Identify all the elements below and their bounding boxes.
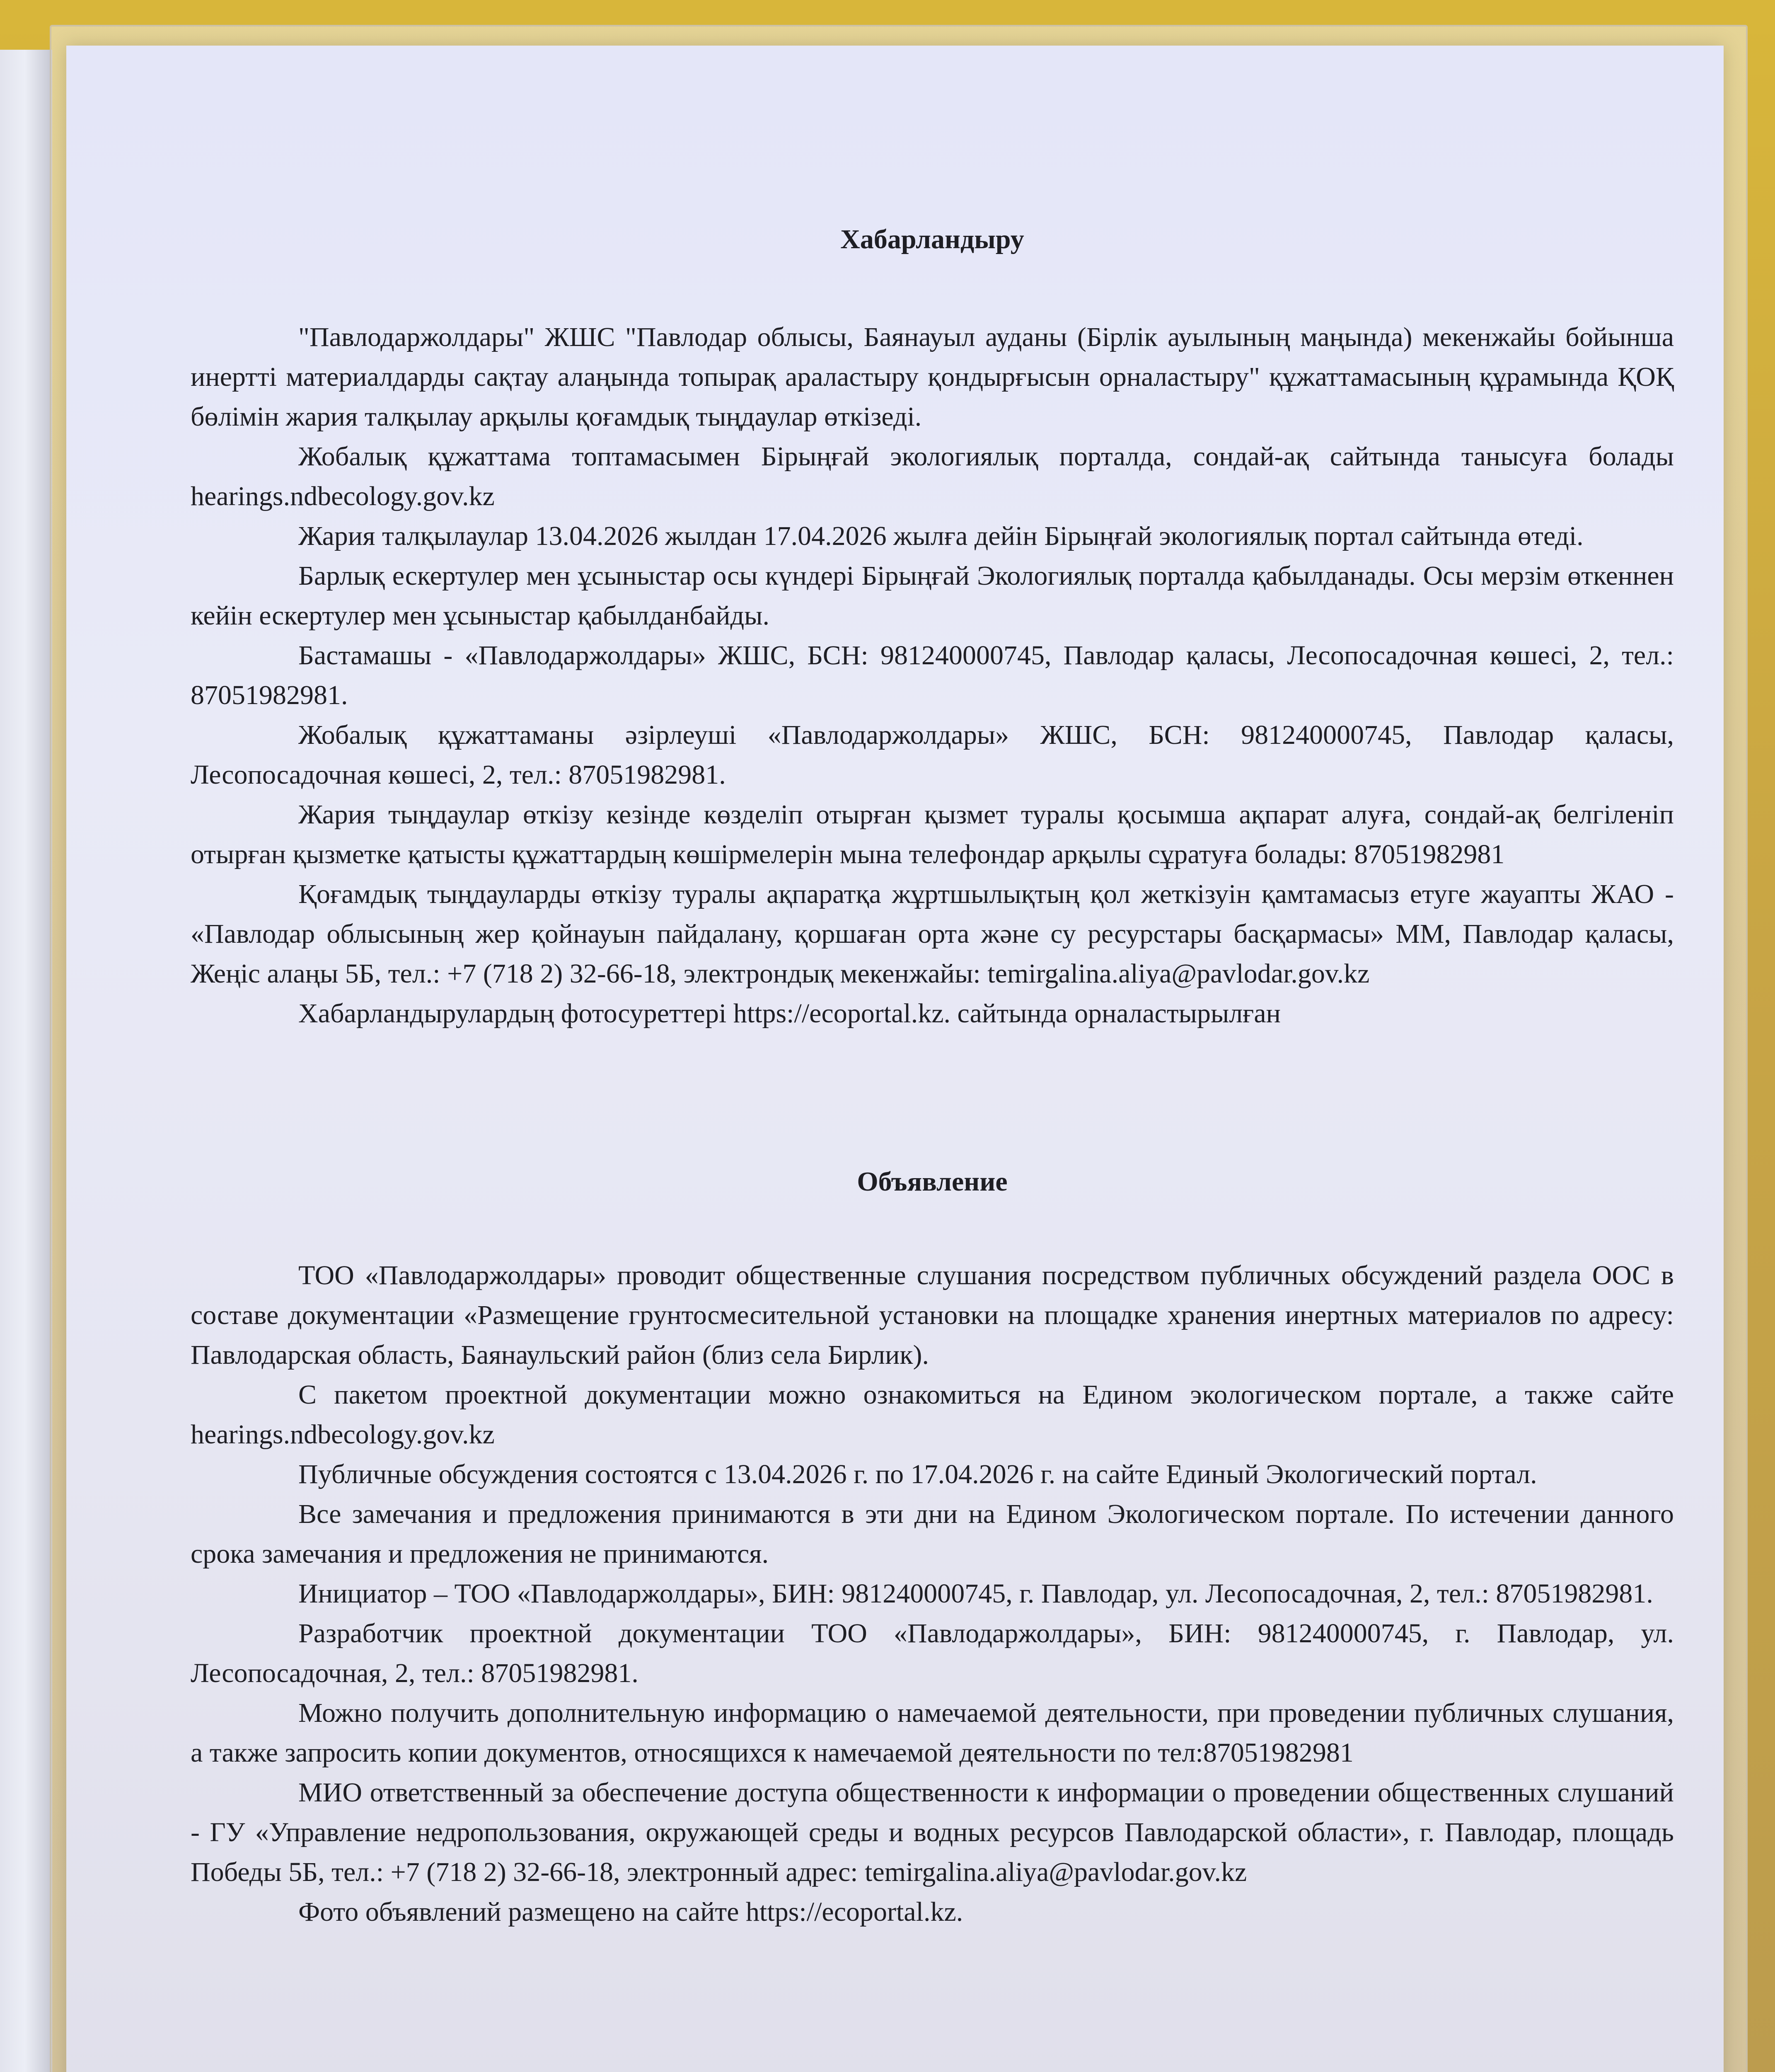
russian-paragraph: Инициатор – ТОО «Павлодаржолдары», БИН: 981240000745, г. Павлодар, ул. Лесопосадочная, 2, тел.: 87051982981. — [298, 1578, 1653, 1609]
kazakh-paragraph: Қоғамдық тыңдауларды өткізу туралы ақпаратқа жұртшылықтың қол жеткізуін қамтамасыз етуге жауапты ЖАО - «Павлодар облысының жер қойнауын пайдалану, қоршаған орта және су ресурстары басқармасы» ММ, Павлодар қаласы, Жеңіс алаңы 5Б, тел.: +7 (718 2) 32-66-18, электрондық мекенжайы: temirgalina.aliya@pavlodar.gov.kz — [191, 879, 1674, 989]
kazakh-paragraph: Жобалық құжаттама топтамасымен Бірыңғай экологиялық порталда, сондай-ақ сайтында танысуға болады hearings.ndbecology.gov.kz — [191, 441, 1674, 511]
kazakh-paragraph: Хабарландырулардың фотосуреттері https://ecoportal.kz. сайтында орналастырылған — [298, 998, 1281, 1029]
kazakh-paragraph: Жария тыңдаулар өткізу кезінде көзделіп отырған қызмет туралы қосымша ақпарат алуға, сондай-ақ белгіленіп отырған қызметке қатысты құжаттардың көшірмелерін мына телефондар арқылы сұратуға болады: 87051982981 — [191, 799, 1674, 869]
russian-paragraph: Можно получить дополнительную информацию о намечаемой деятельности, при проведении публичных слушания, а также запросить копии документов, относящихся к намечаемой деятельности по тел:87051982981 — [191, 1698, 1674, 1768]
kazakh-paragraph: Жария талқылаулар 13.04.2026 жылдан 17.04.2026 жылға дейін Бірыңғай экологиялық портал сайтында өтеді. — [298, 521, 1584, 551]
kazakh-paragraph: Барлық ескертулер мен ұсыныстар осы күндері Бірыңғай Экологиялық порталда қабылданады. Осы мерзім өткеннен кейін ескертулер мен ұсыныстар қабылданбайды. — [191, 561, 1674, 631]
kazakh-paragraph: Жобалық құжаттаманы әзірлеуші «Павлодаржолдары» ЖШС, БСН: 981240000745, Павлодар қаласы, Лесопосадочная көшесі, 2, тел.: 87051982981. — [191, 720, 1674, 790]
russian-paragraph: ТОО «Павлодаржолдары» проводит общественные слушания посредством публичных обсуждений раздела ООС в составе документации «Размещение грунтосмесительной установки на площадке хранения инертных материалов по адресу: Павлодарская область, Баянаульский район (близ села Бирлик). — [191, 1260, 1674, 1370]
russian-paragraph: С пакетом проектной документации можно ознакомиться на Едином экологическом портале, а также сайте hearings.ndbecology.gov.kz — [191, 1380, 1674, 1450]
notice-paper — [66, 46, 1724, 2072]
russian-paragraph: Публичные обсуждения состоятся с 13.04.2026 г. по 17.04.2026 г. на сайте Единый Экологический портал. — [298, 1459, 1537, 1489]
russian-title: Объявление — [857, 1167, 1008, 1197]
adjacent-sheet — [0, 50, 52, 2072]
notice-content — [191, 220, 1674, 1932]
kazakh-paragraph: Бастамашы - «Павлодаржолдары» ЖШС, БСН: 981240000745, Павлодар қаласы, Лесопосадочная көшесі, 2, тел.: 87051982981. — [191, 640, 1674, 710]
russian-paragraph: Фото объявлений размещено на сайте https://ecoportal.kz. — [298, 1897, 963, 1927]
russian-paragraph: Разработчик проектной документации ТОО «Павлодаржолдары», БИН: 981240000745, г. Павлодар, ул. Лесопосадочная, 2, тел.: 87051982981. — [191, 1618, 1674, 1688]
kazakh-title: Хабарландыру — [840, 224, 1024, 254]
russian-paragraph: МИО ответственный за обеспечение доступа общественности к информации о проведении общественных слушаний - ГУ «Управление недропользования, окружающей среды и водных ресурсов Павлодарской области», г. Павлодар, площадь Победы 5Б, тел.: +7 (718 2) 32-66-18, электронный адрес: temirgalina.aliya@pavlodar.gov.kz — [191, 1777, 1674, 1887]
russian-paragraph: Все замечания и предложения принимаются в эти дни на Едином Экологическом портале. По истечении данного срока замечания и предложения не принимаются. — [191, 1499, 1674, 1569]
kazakh-paragraph: "Павлодаржолдары" ЖШС "Павлодар облысы, Баянауыл ауданы (Бірлік ауылының маңында) мекенжайы бойынша инертті материалдарды сақтау алаңында топырақ араластыру қондырғысын орналастыру" құжаттамасының құрамында ҚОҚ бөлімін жария талқылау арқылы қоғамдық тыңдаулар өткізеді. — [191, 322, 1674, 432]
